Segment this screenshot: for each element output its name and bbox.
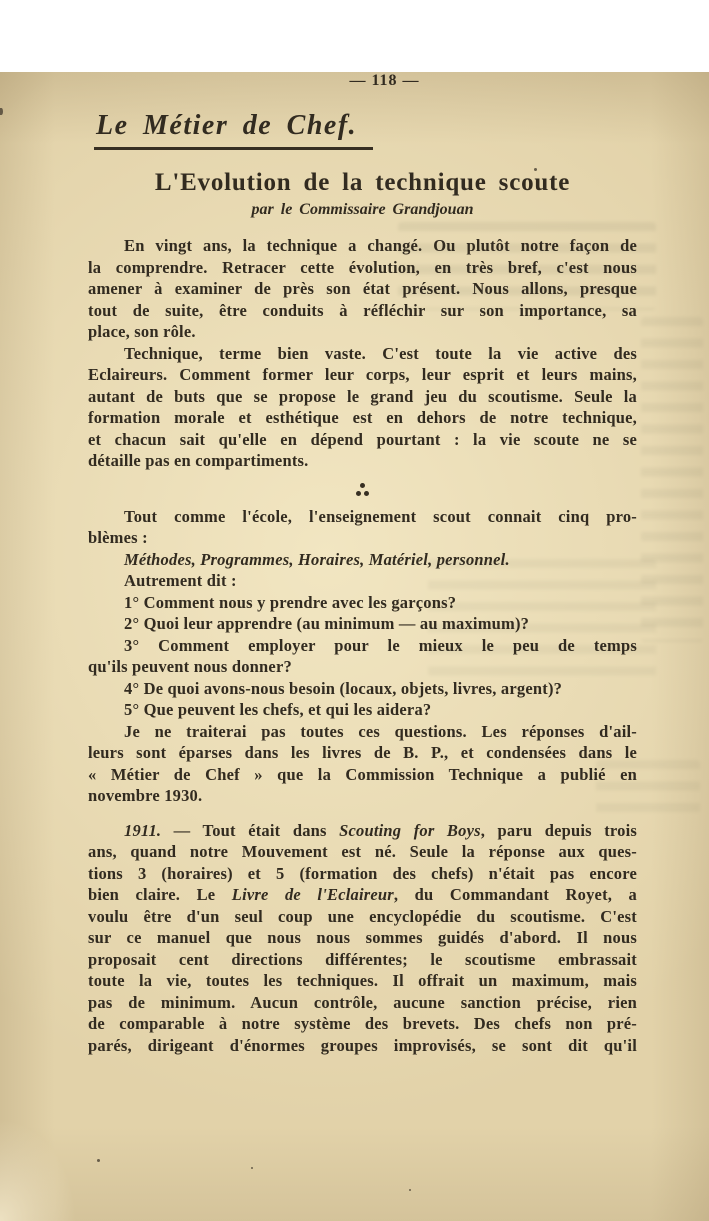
text-line: tout de suite, être conduits à réfléchir sur son importance, sa <box>88 300 637 320</box>
text-line: tions 3 (horaires) et 5 (formation des chefs) n'était pas encore <box>88 863 637 883</box>
text-line: Autrement dit : <box>124 571 237 590</box>
text-line: bien claire. Le Livre de l'Eclaireur, du Commandant Royet, a <box>88 885 637 904</box>
article-title: L'Evolution de la technique scoute <box>154 169 571 196</box>
paragraph <box>88 721 637 807</box>
article-byline: par le Commissaire Grandjouan <box>251 201 474 218</box>
text-line: leurs sont éparses dans les livres de B. P., et condensées dans le <box>88 743 637 762</box>
text-line: Eclaireurs. Comment former leur corps, leur esprit et leurs mains, <box>88 365 637 384</box>
page-number: — 118 — <box>349 72 420 89</box>
text-line: sur ce manuel que nous nous sommes guidés d'abord. Il nous <box>88 928 637 947</box>
paragraph <box>88 570 637 592</box>
text-line: 3° Comment employer pour le mieux le peu de temps <box>124 635 637 655</box>
text-line: la comprendre. Retracer cette évolution, en très bref, c'est nous <box>88 257 637 277</box>
text-line: Méthodes, Programmes, Horaires, Matériel, personnel. <box>124 549 510 569</box>
paragraph <box>88 678 637 700</box>
text-line: détaille pas en compartiments. <box>88 451 309 470</box>
ornament-dot <box>356 491 361 496</box>
text-line: amener à examiner de près son état présent. Nous allons, presque <box>88 279 637 298</box>
text-line: 1911. — Tout était dans Scouting for Boys, paru depuis trois <box>124 820 637 840</box>
text-line: Technique, terme bien vaste. C'est toute la vie active des <box>124 343 637 363</box>
text-line: 5° Que peuvent les chefs, et qui les aidera? <box>124 700 432 719</box>
paragraph <box>88 613 637 635</box>
text-line: ans, quand notre Mouvement est né. Seule la réponse aux ques- <box>88 842 637 861</box>
page-content <box>0 72 709 1056</box>
text-line: 2° Quoi leur apprendre (au minimum — au maximum)? <box>124 614 530 633</box>
article-body-part-1 <box>88 235 637 472</box>
text-line: 1° Comment nous y prendre avec les garçons? <box>124 592 457 612</box>
text-line: « Métier de Chef » que la Commission Technique a publié en <box>88 764 637 784</box>
text-line: pas de minimum. Aucun contrôle, aucune sanction précise, rien <box>88 992 637 1012</box>
text-line: proposait cent directions différentes; le scoutisme embrassait <box>88 949 637 969</box>
ornament-dot <box>360 483 365 488</box>
paragraph <box>88 699 637 721</box>
text-line: qu'ils peuvent nous donner? <box>88 657 292 676</box>
text-line: de comparable à notre système des brevets. Des chefs non pré- <box>88 1014 637 1033</box>
paragraph <box>88 235 637 343</box>
text-line: voulu être d'un seul coup une encyclopédie du scoutisme. C'est <box>88 906 637 926</box>
text-line: toute la vie, toutes les techniques. Il offrait un maximum, mais <box>88 971 637 990</box>
text-line: blèmes : <box>88 528 148 547</box>
text-line: parés, dirigeant d'énormes groupes improvisés, se sont dit qu'il <box>88 1035 637 1055</box>
paper-speck <box>409 1189 411 1191</box>
text-line: formation morale et esthétique est en dehors de notre technique, <box>88 408 637 427</box>
paragraph <box>88 549 637 571</box>
text-line: Je ne traiterai pas toutes ces questions. Les réponses d'ail- <box>124 721 637 741</box>
article-body-part-2 <box>88 506 637 1057</box>
paragraph <box>88 343 637 472</box>
paragraph <box>88 820 637 1057</box>
text-line: novembre 1930. <box>88 786 203 805</box>
section-title: Le Métier de Chef. <box>94 110 373 150</box>
paragraph <box>88 592 637 614</box>
text-line: autant de buts que se propose le grand jeu du scoutisme. Seule la <box>88 386 637 406</box>
text-line: En vingt ans, la technique a changé. Ou plutôt notre façon de <box>124 236 637 255</box>
section-title-row <box>88 110 637 150</box>
text-line: et chacun sait qu'elle en dépend pourtant : la vie scoute ne se <box>88 429 637 449</box>
ornament-dot <box>364 491 369 496</box>
paragraph <box>88 506 637 549</box>
scanned-page <box>0 72 709 1221</box>
text-line: place, son rôle. <box>88 322 196 341</box>
paper-speck <box>251 1167 253 1169</box>
three-dot-divider-ornament <box>88 481 637 499</box>
paper-speck <box>97 1159 100 1162</box>
text-line: Tout comme l'école, l'enseignement scout connait cinq pro- <box>124 506 637 526</box>
text-line: 4° De quoi avons-nous besoin (locaux, objets, livres, argent)? <box>124 678 563 698</box>
paragraph <box>88 635 637 678</box>
